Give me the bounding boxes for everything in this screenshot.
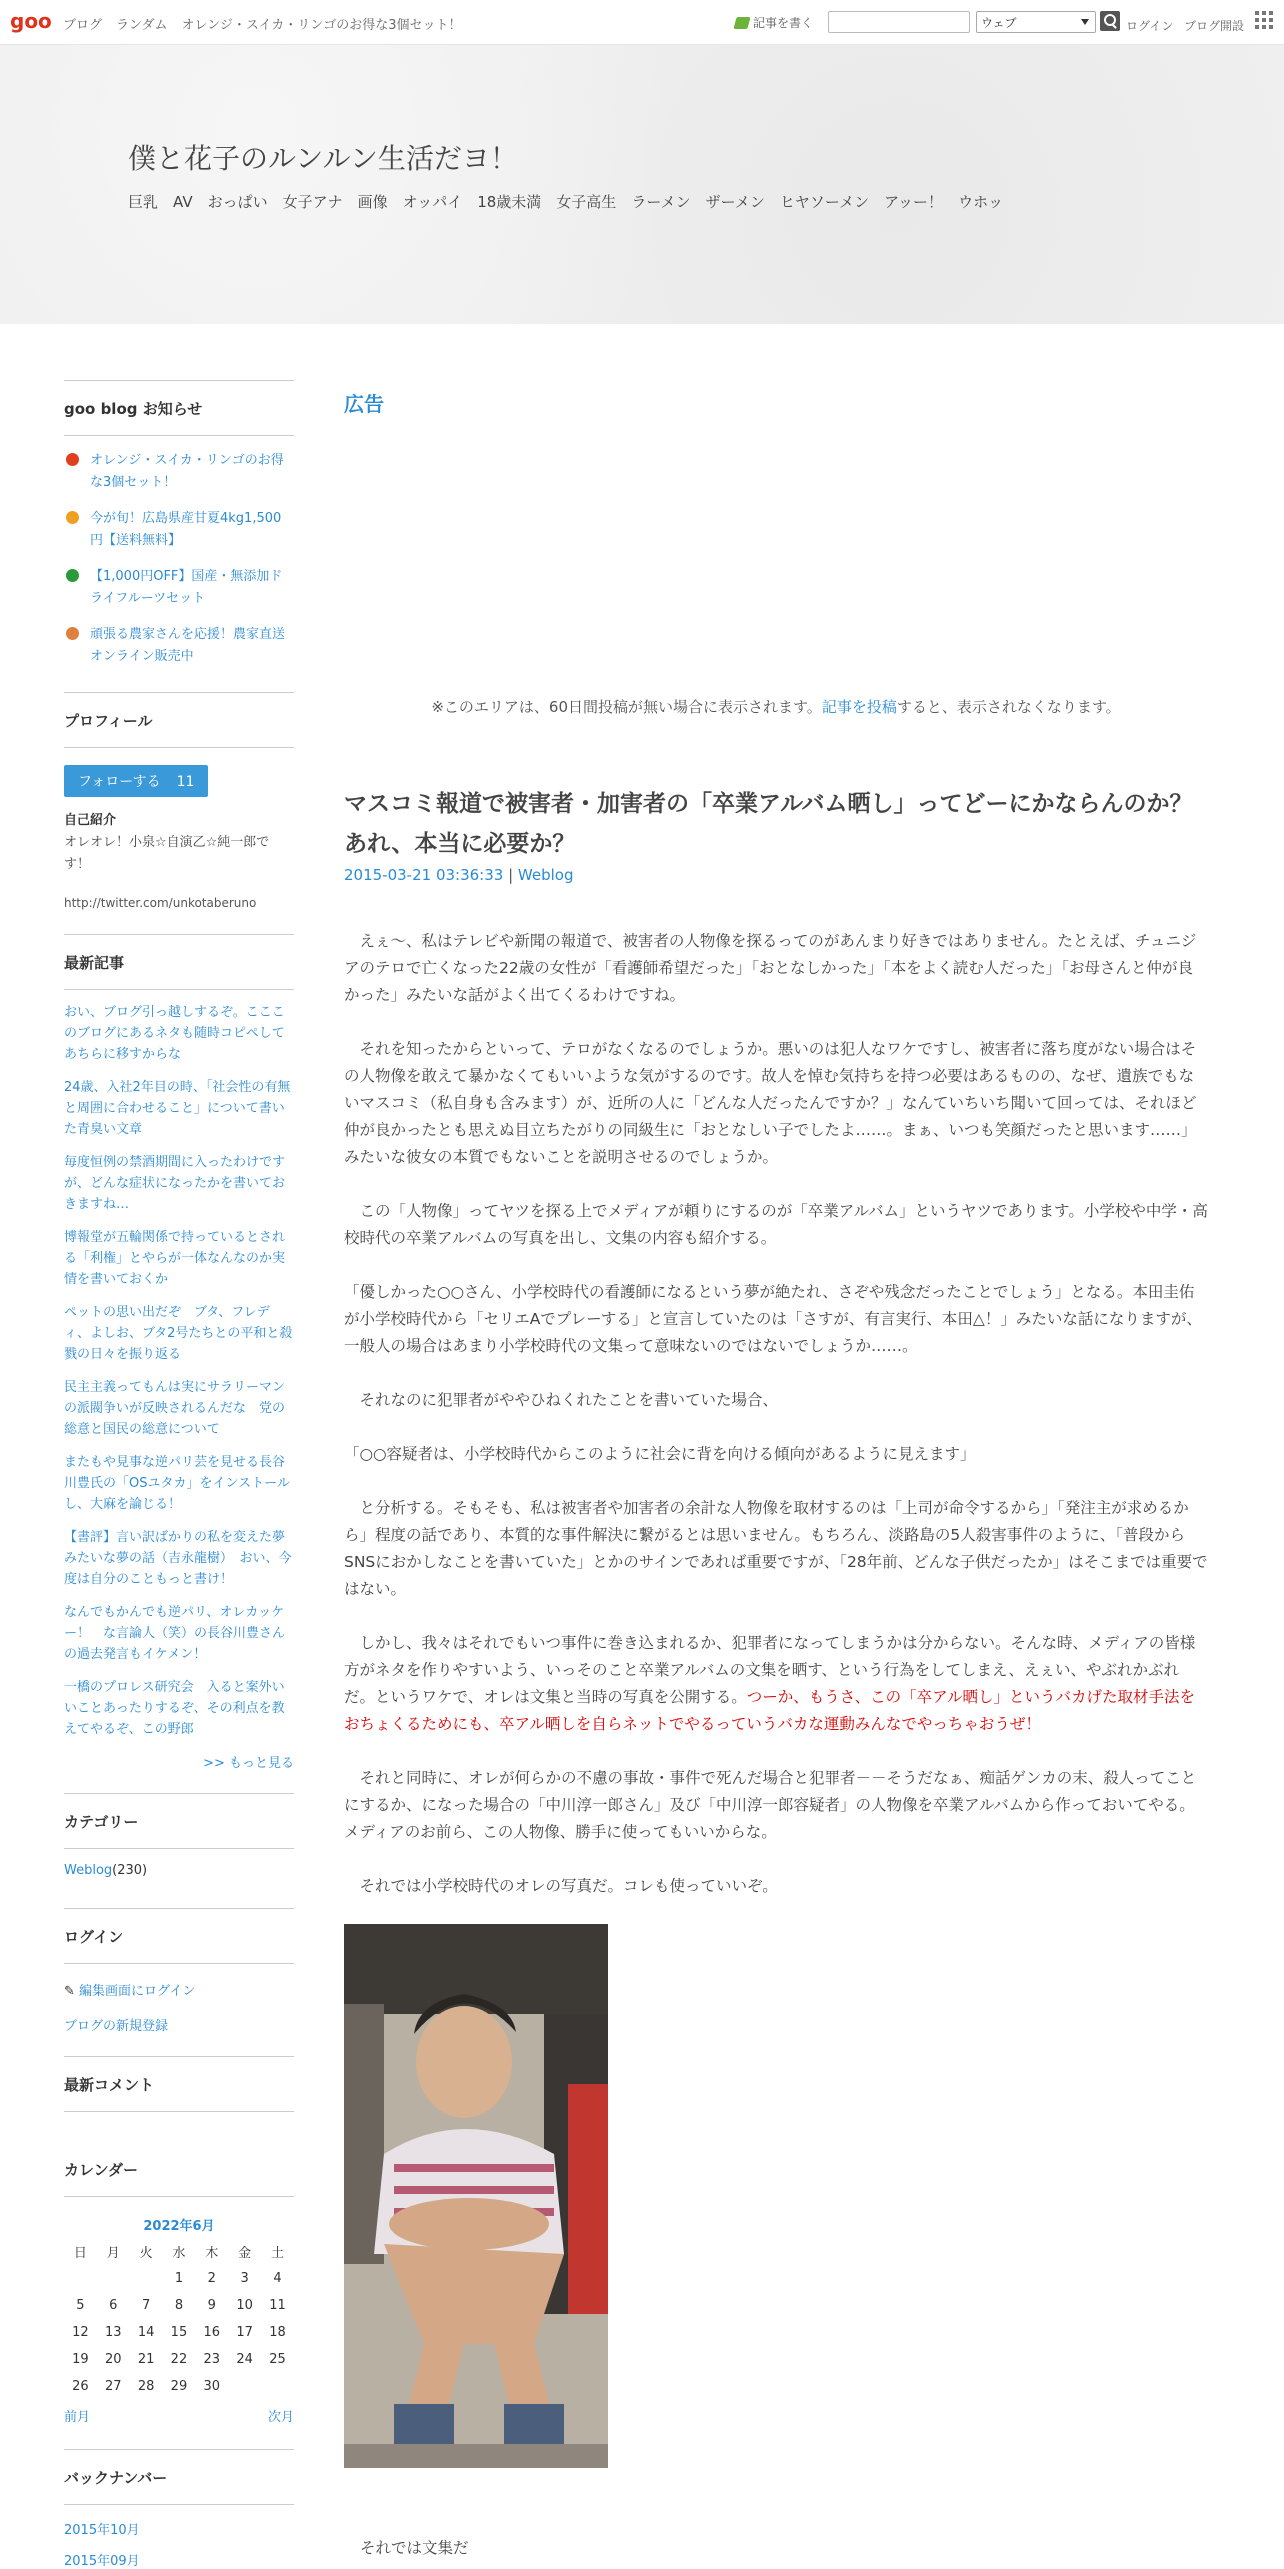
calendar-day: 30 — [203, 2379, 221, 2394]
watermelon-icon — [66, 569, 79, 582]
write-article-link[interactable]: 記事を書く — [735, 14, 813, 31]
news-item[interactable] — [64, 450, 294, 494]
recent-article-link[interactable]: 一橋のプロレス研究会 入ると案外いいことあったりするぞ、その利点を教えてやるぞ、この野郎 — [64, 1680, 285, 1737]
calendar-day: 25 — [269, 2352, 286, 2367]
calendar-month[interactable]: 2022年6月 — [143, 2219, 215, 2234]
follow-count: 11 — [176, 774, 195, 790]
post-paragraph: この「人物像」ってヤツを探る上でメディアが頼りにするのが「卒業アルバム」というヤツであります。小学校や中学・高校時代の卒業アルバムの写真を出し、文集の内容も紹介する。 — [344, 1202, 1208, 1247]
recent-list — [64, 1002, 294, 1740]
header-category-item[interactable]: AV — [173, 193, 193, 211]
calendar-day: 7 — [141, 2298, 151, 2313]
ad-heading: 広告 — [344, 392, 384, 416]
calendar-day: 4 — [273, 2271, 282, 2286]
news-item[interactable] — [64, 566, 294, 610]
citrus-icon — [66, 511, 79, 524]
post-category-link[interactable]: Weblog — [517, 866, 574, 884]
news-item[interactable] — [64, 508, 294, 552]
backnumber-item[interactable]: 2015年10月 — [64, 2523, 140, 2538]
goo-logo[interactable] — [10, 8, 54, 34]
calendar-day — [228, 2373, 261, 2400]
post-date: 2015-03-21 03:36:33 — [344, 866, 504, 884]
apps-grid-icon[interactable] — [1255, 11, 1273, 29]
search-input[interactable] — [828, 11, 970, 33]
more-link[interactable]: >> もっと見る — [203, 1756, 294, 1771]
top-nav-random[interactable]: ランダム — [116, 18, 168, 33]
post-paragraph: それなのに犯罪者がややひねくれたことを書いていた場合、 — [344, 1391, 779, 1409]
header-category-item[interactable]: ウホッ — [958, 193, 1004, 211]
self-intro-heading: 自己紹介 — [64, 813, 117, 828]
calendar-day: 1 — [174, 2271, 184, 2286]
calendar-day: 3 — [240, 2271, 249, 2286]
calendar-day: 13 — [104, 2325, 122, 2340]
fruit-icon — [66, 453, 79, 466]
school-photo — [344, 1924, 608, 2468]
calendar-day: 22 — [170, 2352, 188, 2367]
calendar-day: 17 — [236, 2325, 253, 2340]
calendar-weekday: 木 — [205, 2246, 219, 2261]
recent-article-link[interactable]: 24歳、入社2年目の時、「社会性の有無と周囲に合わせること」について書いた青臭い文章 — [64, 1080, 291, 1137]
header-category-item[interactable]: 女子高生 — [556, 193, 617, 211]
calendar-day — [64, 2265, 97, 2292]
follow-button[interactable]: フォローする 11 — [64, 765, 208, 797]
post-paragraph: えぇ～、私はテレビや新聞の報道で、被害者の人物像を探るってのがあんまり好きではありません。たとえば、チュニジアのテロで亡くなった22歳の女性が「看護師希望だった」「おとなしかった」「本をよく読む人だった」「お母さんと仲が良かった」みたいな話がよく出てくるわけですね。 — [344, 932, 1197, 1004]
post-paragraph: それと同時に、オレが何らかの不慮の事故・事件で死んだ場合と犯罪者－－そうだなぁ、痴話ゲンカの末、殺人ってことにするか、になった場合の「中川淳一郎さん」及び「中川淳一郎容疑者」の人物像を卒業アルバムから作っておいてやる。メディアのお前ら、この人物像、勝手に使ってもいいからな。 — [344, 1769, 1197, 1841]
backnumber-heading: バックナンバー — [64, 2450, 294, 2505]
post-paragraph: それでは小学校時代のオレの写真だ。コレも使っていいぞ。 — [344, 1877, 778, 1895]
news-link[interactable]: オレンジ・スイカ・リンゴのお得な3個セット！ — [90, 453, 284, 490]
pencil-icon: ✎ — [64, 1984, 80, 1999]
calendar-heading: カレンダー — [64, 2142, 294, 2197]
calendar-next[interactable]: 次月 — [267, 2410, 294, 2425]
calendar-day: 5 — [76, 2298, 85, 2313]
calendar-weekday: 土 — [271, 2246, 285, 2261]
calendar-day: 19 — [72, 2352, 89, 2367]
recent-article-link[interactable]: ペットの思い出だぞ ブタ、フレディ、よしお、ブタ2号たちとの平和と殺戮の日々を振り返る — [64, 1305, 293, 1362]
calendar-weekday: 火 — [139, 2246, 153, 2261]
top-nav — [63, 14, 475, 33]
post-paragraph: と分析する。そもそも、私は被害者や加害者の余計な人物像を取材するのは「上司が命令するから」「発注主が求めるから」程度の話であり、本質的な事件解決に繋がるとは思いません。もちろん、淡路島の5人殺害事件のように、「普段からSNSにおかしなことを書いていた」とかのサインであれば重要ですが、「28年前、どんな子供だったか」はそこまでは重要ではない。 — [344, 1499, 1208, 1598]
calendar-day: 18 — [269, 2325, 286, 2340]
news-item[interactable] — [64, 624, 294, 668]
calendar-day — [97, 2265, 130, 2292]
calendar-day: 21 — [137, 2352, 155, 2367]
ad-note: ※このエリアは、60日間投稿が無い場合に表示されます。記事を投稿すると、表示されなくなります。 — [431, 698, 1121, 716]
blog-title[interactable]: 僕と花子のルンルン生活だヨ！ — [128, 142, 518, 175]
self-intro-text: オレオレ！小泉☆自演乙☆純一郎です！ — [64, 835, 270, 872]
blog-header — [0, 45, 1284, 324]
post-title: マスコミ報道で被害者・加害者の「卒業アルバム晒し」ってどーにかならんのか？ あれ、本当に必要か？ — [344, 791, 1216, 857]
red-emphasis: つーか、もうさ、この「卒アル晒し」というバカげた取材手法をおちょくるためにも、卒アル晒しを自らネットでやるっていうバカな運動みんなでやっちゃおうぜ！ — [344, 1688, 1195, 1733]
calendar-day — [261, 2373, 294, 2400]
post-meta: 2015-03-21 03:36:33 | Weblog — [344, 866, 574, 884]
news-list — [64, 450, 294, 668]
header-category-item[interactable]: 女子アナ — [282, 193, 343, 211]
category-count: (230) — [112, 1863, 148, 1878]
profile-heading: プロフィール — [64, 693, 294, 748]
open-blog-link[interactable]: ブログ開設 — [1184, 19, 1245, 33]
login-heading: ログイン — [64, 1909, 294, 1964]
post-paragraph: 「優しかった○○さん、小学校時代の看護師になるという夢が絶たれ、さぞや残念だったことでしょう」となる。本田圭佑が小学校時代から「セリエAでプレーする」と宣言していたのは「さすが、有言実行、本田△！」みたいな話になりますが、一般人の場合はあまり小学校時代の文集って意味ないのではないでしょうか……。 — [344, 1283, 1202, 1355]
recent-article-link[interactable]: 毎度恒例の禁酒期間に入ったわけですが、どんな症状になったかを書いておきますね… — [64, 1155, 286, 1212]
header-category-item[interactable]: ザーメン — [705, 193, 765, 211]
calendar — [64, 2215, 294, 2425]
calendar-prev[interactable]: 前月 — [64, 2410, 91, 2425]
comment-heading: 最新コメント — [64, 2057, 294, 2112]
calendar-day: 9 — [207, 2298, 216, 2313]
category-heading: カテゴリー — [64, 1794, 294, 1849]
header-category-item[interactable]: 18歳未満 — [477, 193, 542, 211]
calendar-day: 2 — [207, 2271, 216, 2286]
recent-article-link[interactable]: なんでもかんでも逆パリ、オレカッケー！ な言論人（笑）の長谷川豊さんの過去発言もイケメン！ — [64, 1605, 286, 1662]
header-category-item[interactable]: 巨乳 — [128, 193, 159, 211]
calendar-day: 26 — [72, 2379, 89, 2394]
recent-article-link[interactable]: またもや見事な逆パリ芸を見せる長谷川豊氏の「OSユタカ」をインストールし、大麻を論じる！ — [64, 1455, 290, 1512]
post-paragraph: しかし、我々はそれでもいつ事件に巻き込まれるか、犯罪者になってしまうかは分からない。そんな時、メディアの皆様方がネタを作りやすいよう、いっそのこと卒業アルバムの文集を晒す、という行為をしてしまえ、えぇい、やぶれかぶれだ。というワケで、オレは文集と当時の写真を公開する。つーか、もうさ、この「卒アル晒し」というバカげた取材手法をおちょくるためにも、卒アル晒しを自らネットでやるっていうバカな運動みんなでやっちゃおうぜ！ — [344, 1634, 1196, 1733]
calendar-weekday: 日 — [73, 2246, 87, 2261]
calendar-day: 23 — [203, 2352, 221, 2367]
top-bar — [0, 0, 1284, 45]
header-categories — [128, 191, 1018, 212]
search-scope-select[interactable]: ウェブ — [976, 11, 1096, 33]
edit-login-link[interactable]: 編集画面にログイン — [79, 1984, 196, 1999]
calendar-day: 6 — [109, 2298, 118, 2313]
recent-article-link[interactable]: 民主主義ってもんは実にサラリーマンの派閥争いが反映されるんだな 党の総意と国民の総意について — [64, 1380, 286, 1437]
news-link[interactable]: 頑張る農家さんを応援！農家直送オンライン販売中 — [90, 627, 286, 664]
calendar-day: 28 — [137, 2379, 155, 2394]
news-heading: goo blog お知らせ — [64, 381, 294, 436]
pencil-icon — [733, 17, 750, 29]
calendar-day: 15 — [170, 2325, 188, 2340]
farm-icon — [66, 627, 79, 640]
calendar-day: 16 — [203, 2325, 221, 2340]
category-weblog[interactable]: Weblog — [64, 1863, 113, 1878]
calendar-day: 27 — [104, 2379, 122, 2394]
calendar-day: 24 — [236, 2352, 253, 2367]
news-link[interactable]: 今が旬！広島県産甘夏4kg1,500円【送料無料】 — [90, 511, 282, 548]
header-category-item[interactable]: おっぱい — [207, 193, 268, 211]
search-icon[interactable] — [1100, 11, 1120, 31]
backnumber-item[interactable]: 2015年09月 — [64, 2554, 140, 2569]
top-nav-promo[interactable]: オレンジ・スイカ・リンゴのお得な3個セット！ — [181, 18, 462, 33]
calendar-day: 11 — [269, 2298, 286, 2313]
header-category-item[interactable]: オッパイ — [402, 193, 463, 211]
recent-article-link[interactable]: 博報堂が五輪関係で持っているとされる「利権」とやらが一体なんなのか実情を書いておくか — [64, 1230, 286, 1287]
header-category-item[interactable]: アッー！ — [884, 193, 944, 211]
news-link[interactable]: 【1,000円OFF】国産・無添加ドライフルーツセット — [90, 569, 283, 606]
calendar-day: 29 — [170, 2379, 188, 2394]
calendar-day: 12 — [72, 2325, 89, 2340]
twitter-link[interactable]: http://twitter.com/unkotaberuno — [64, 896, 257, 910]
login-link[interactable]: ログイン — [1126, 19, 1174, 33]
top-nav-blog[interactable]: ブログ — [63, 18, 103, 33]
post-body — [344, 928, 1208, 1927]
recent-heading: 最新記事 — [64, 935, 294, 990]
svg-text:goo: goo — [10, 9, 52, 33]
header-category-item[interactable]: 画像 — [357, 193, 388, 211]
new-blog-link[interactable]: ブログの新規登録 — [64, 2019, 169, 2034]
recent-article-link[interactable]: 【書評】言い訳ばかりの私を変えた夢みたいな夢の話（吉永龍樹） おい、今度は自分のこともっと書け！ — [64, 1530, 292, 1587]
post-paragraph: それを知ったからといって、テロがなくなるのでしょうか。悪いのは犯人なワケですし、被害者に落ち度がない場合はその人物像を敢えて暴かなくてもいいような気がするのです。故人を悼む気持ちを持つ必要はあるものの、なぜ、遺族でもないマスコミ（私自身も含みます）が、近所の人に「どんな人だったんですか？」なんていちいち聞いて回っては、それほど仲が良かったとも思えぬ目立ちたがりの同級生に「おとなしい子でしたよ……。まぁ、いつも笑顔だったと思います……」みたいな彼女の本質でもないことを説明させるのでしょうか。 — [344, 1040, 1197, 1166]
calendar-weekday: 金 — [238, 2246, 252, 2261]
post-article-link[interactable]: 記事を投稿 — [821, 698, 897, 716]
calendar-day: 14 — [137, 2325, 155, 2340]
post-paragraph: 「○○容疑者は、小学校時代からこのように社会に背を向ける傾向があるように見えます」 — [344, 1445, 976, 1463]
post-last-line: それでは文集だ — [360, 2539, 469, 2557]
calendar-weekday: 月 — [106, 2246, 120, 2261]
header-category-item[interactable]: ヒヤソーメン — [779, 193, 870, 211]
header-category-item[interactable]: ラーメン — [631, 193, 691, 211]
calendar-day — [130, 2265, 163, 2292]
sidebar — [64, 380, 294, 2569]
calendar-weekday: 水 — [172, 2246, 186, 2261]
calendar-day: 10 — [236, 2298, 253, 2313]
calendar-day: 8 — [174, 2298, 184, 2313]
calendar-day: 20 — [104, 2352, 122, 2367]
recent-article-link[interactable]: おい、ブログ引っ越しするぞ。こここのブログにあるネタも随時コピペしてあちらに移すからな — [64, 1005, 285, 1062]
